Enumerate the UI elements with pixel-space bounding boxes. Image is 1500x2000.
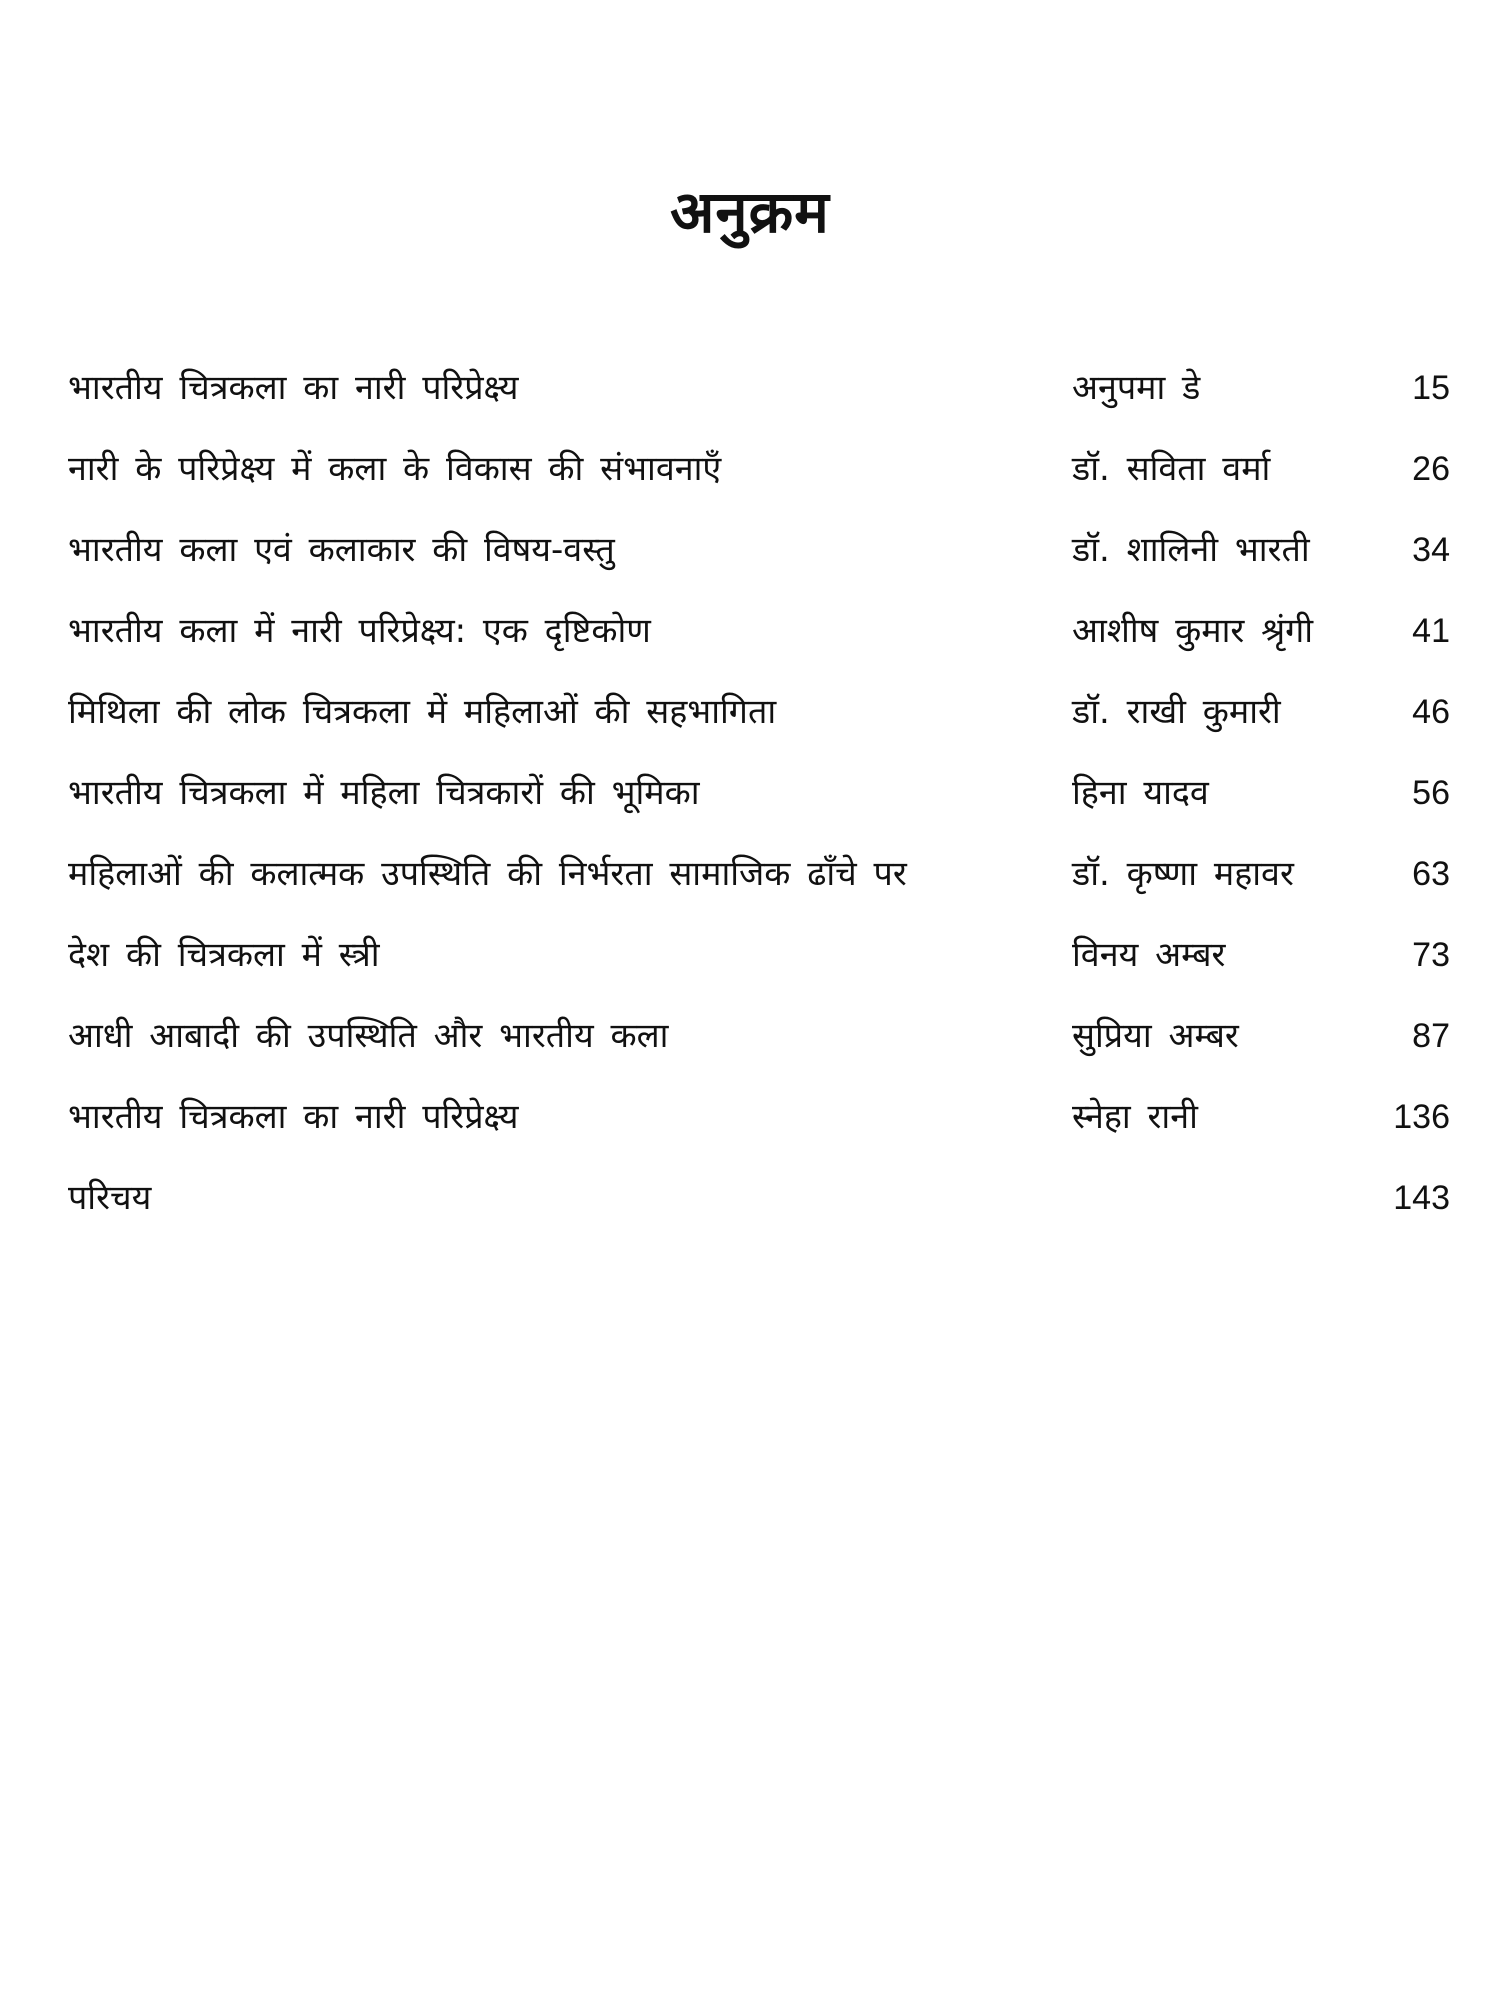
- toc-entry-page: 73: [1412, 936, 1450, 974]
- toc-entry-title: महिलाओं की कलात्मक उपस्थिति की निर्भरता सामाजिक ढाँचे पर: [68, 854, 907, 894]
- toc-entry-author: डॉ. शालिनी भारती: [1072, 530, 1310, 570]
- toc-entry-page: 15: [1412, 369, 1450, 407]
- toc-row: [68, 520, 1468, 601]
- page-title: अनुक्रम: [670, 178, 830, 246]
- toc-entry-page: 41: [1412, 612, 1450, 650]
- toc-entry-page: 63: [1412, 855, 1450, 893]
- table-of-contents: [68, 358, 1468, 1249]
- toc-entry-title: मिथिला की लोक चित्रकला में महिलाओं की सहभागिता: [68, 692, 777, 732]
- toc-entry-title: भारतीय कला में नारी परिप्रेक्ष्य: एक दृष्टिकोण: [68, 611, 651, 651]
- toc-entry-author: डॉ. राखी कुमारी: [1072, 692, 1281, 732]
- toc-entry-author: अनुपमा डे: [1072, 368, 1201, 408]
- toc-entry-page: 136: [1393, 1098, 1450, 1136]
- toc-row: [68, 439, 1468, 520]
- toc-row: [68, 358, 1468, 439]
- toc-row: [68, 1006, 1468, 1087]
- toc-entry-title: भारतीय चित्रकला का नारी परिप्रेक्ष्य: [68, 1097, 519, 1137]
- toc-entry-page: 143: [1393, 1179, 1450, 1217]
- toc-entry-title: भारतीय कला एवं कलाकार की विषय-वस्तु: [68, 530, 615, 570]
- toc-entry-author: डॉ. कृष्णा महावर: [1072, 854, 1294, 894]
- toc-row: [68, 844, 1468, 925]
- toc-entry-page: 87: [1412, 1017, 1450, 1055]
- toc-entry-page: 46: [1412, 693, 1450, 731]
- toc-entry-page: 26: [1412, 450, 1450, 488]
- toc-row: [68, 601, 1468, 682]
- toc-row: [68, 1168, 1468, 1249]
- toc-entry-author: विनय अम्बर: [1072, 935, 1226, 975]
- toc-row: [68, 925, 1468, 1006]
- toc-entry-title: आधी आबादी की उपस्थिति और भारतीय कला: [68, 1016, 669, 1056]
- toc-entry-page: 56: [1412, 774, 1450, 812]
- toc-entry-author: सुप्रिया अम्बर: [1072, 1016, 1239, 1056]
- toc-entry-title: भारतीय चित्रकला का नारी परिप्रेक्ष्य: [68, 368, 519, 408]
- toc-entry-author: डॉ. सविता वर्मा: [1072, 449, 1271, 489]
- toc-row: [68, 682, 1468, 763]
- toc-entry-author: आशीष कुमार श्रृंगी: [1072, 611, 1314, 651]
- toc-entry-title: परिचय: [68, 1178, 152, 1218]
- toc-row: [68, 763, 1468, 844]
- toc-row: [68, 1087, 1468, 1168]
- toc-entry-page: 34: [1412, 531, 1450, 569]
- toc-entry-title: भारतीय चित्रकला में महिला चित्रकारों की भूमिका: [68, 773, 700, 813]
- toc-entry-author: हिना यादव: [1072, 773, 1209, 813]
- toc-entry-title: नारी के परिप्रेक्ष्य में कला के विकास की संभावनाएँ: [68, 449, 722, 489]
- toc-entry-title: देश की चित्रकला में स्त्री: [68, 935, 380, 975]
- toc-entry-author: स्नेहा रानी: [1072, 1097, 1198, 1137]
